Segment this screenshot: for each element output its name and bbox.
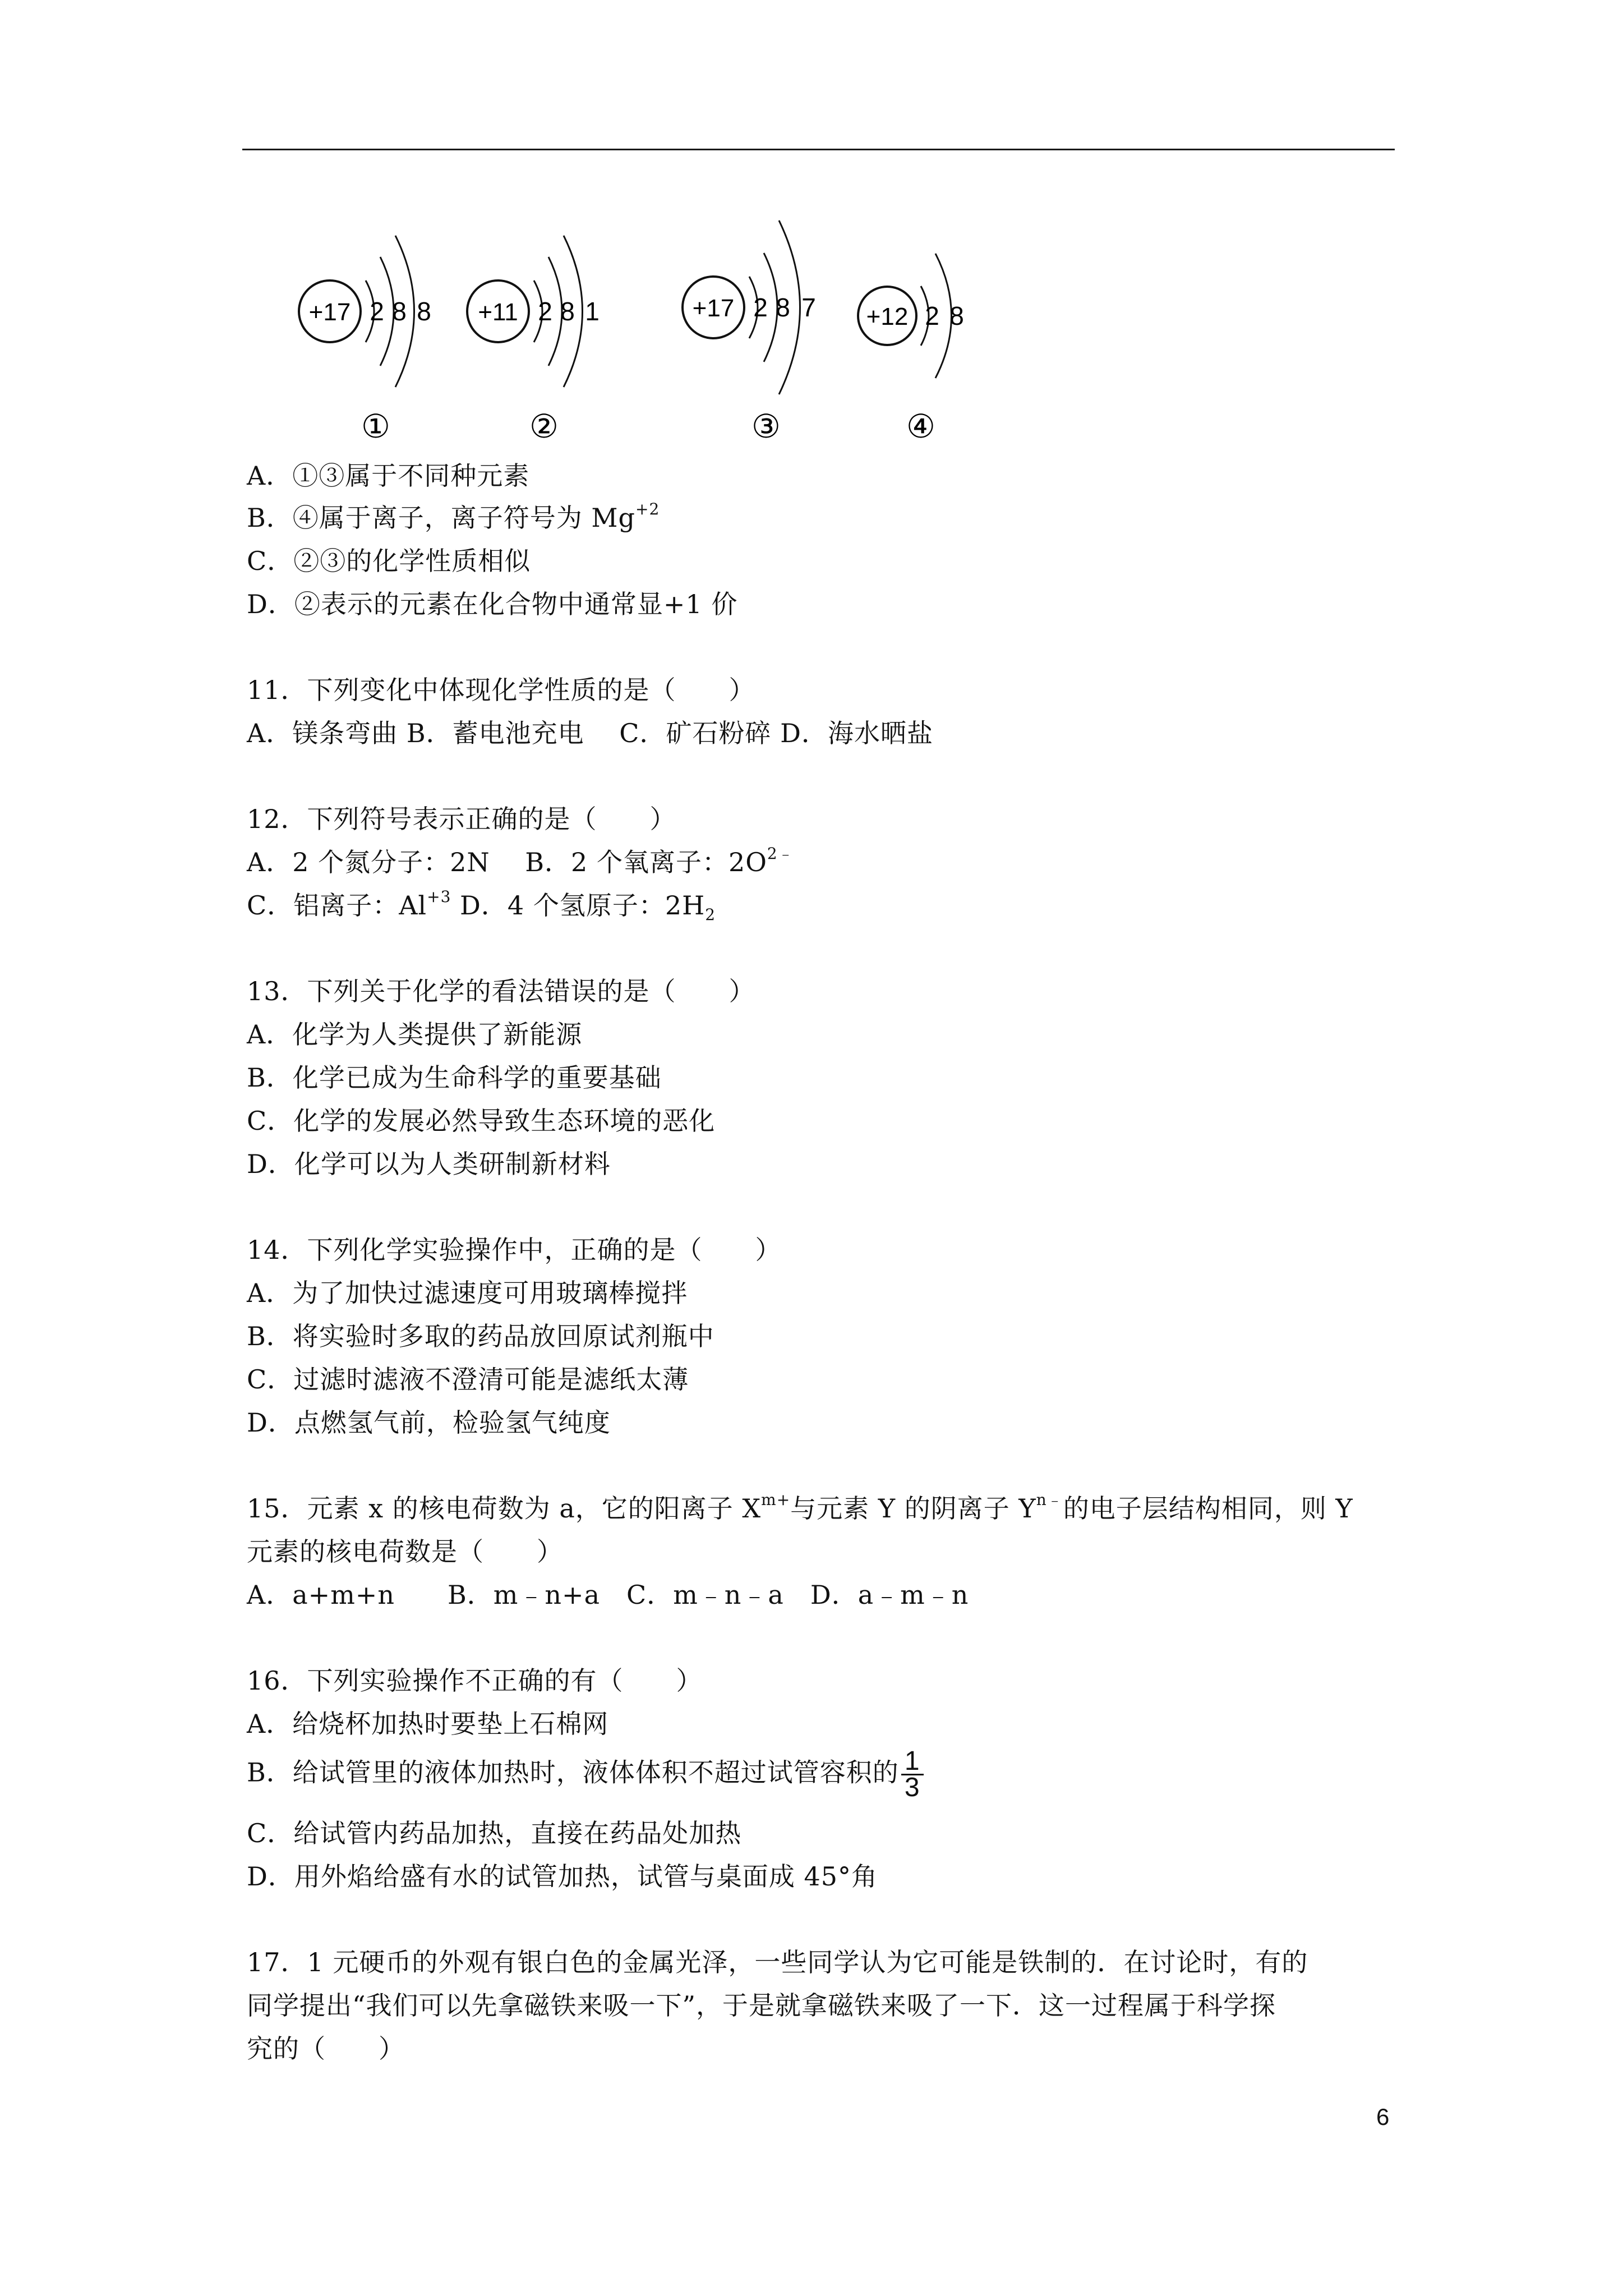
nucleus-charge: +17 bbox=[308, 298, 351, 326]
q10-option-c: C．②③的化学性质相似 bbox=[247, 546, 531, 576]
shell-electrons-3: 7 bbox=[801, 293, 816, 322]
atom-label: ③ bbox=[751, 407, 781, 445]
q13-option-a: A．化学为人类提供了新能源 bbox=[247, 1019, 583, 1050]
q15-stem-line2: 元素的核电荷数是（ ） bbox=[247, 1536, 563, 1567]
q16-option-a: A．给烧杯加热时要垫上石棉网 bbox=[247, 1709, 609, 1739]
shell-electrons-2: 8 bbox=[392, 297, 407, 326]
atom-diagram-3 bbox=[680, 213, 859, 449]
q12-options-ab: A．2 个氮分子：2N B．2 个氧离子：$2O^{2﹣}$ bbox=[247, 844, 794, 877]
q15-stem-line1: 15．元素 x 的核电荷数为 a，它的阳离子 $X^{m+}$与元素 Y 的阴离子 $Y^{n﹣}$的电子层结构相同，则 Y bbox=[247, 1490, 1353, 1524]
atom-label: ④ bbox=[906, 407, 935, 445]
shell-electrons-1: 2 bbox=[370, 297, 384, 326]
nucleus-charge: +12 bbox=[866, 303, 909, 330]
q14-option-b: B．将实验时多取的药品放回原试剂瓶中 bbox=[247, 1321, 714, 1351]
shell-electrons-1: 2 bbox=[925, 301, 939, 330]
shell-electrons-2: 8 bbox=[949, 301, 964, 330]
q13-option-d: D．化学可以为人类研制新材料 bbox=[247, 1149, 611, 1179]
atom-label: ② bbox=[529, 407, 559, 445]
atomic-structure-diagram bbox=[280, 213, 1009, 449]
nucleus-charge: +11 bbox=[478, 298, 518, 326]
q17-stem-line2: 同学提出“我们可以先拿磁铁来吸一下”，于是就拿磁铁来吸了一下．这一过程属于科学探 bbox=[247, 1990, 1276, 2021]
q10-option-a: A．①③属于不同种元素 bbox=[247, 461, 530, 491]
shell-electrons-1: 2 bbox=[538, 297, 552, 326]
q16-option-b: B．给试管里的液体加热时，液体体积不超过试管容积的 $\frac{1}{3}$ bbox=[247, 1749, 924, 1800]
q17-stem-line3: 究的（ ） bbox=[247, 2033, 405, 2064]
nucleus-charge: +17 bbox=[692, 295, 735, 322]
q11-options: A．镁条弯曲 B．蓄电池充电 C．矿石粉碎 D．海水晒盐 bbox=[247, 718, 933, 748]
q13-option-b: B．化学已成为生命科学的重要基础 bbox=[247, 1062, 662, 1093]
page-number: 6 bbox=[1376, 2104, 1390, 2130]
atom-diagram-4 bbox=[852, 213, 1021, 449]
fraction-one-third: $\frac{1}{3}$ bbox=[901, 1749, 924, 1800]
q16-stem: 16．下列实验操作不正确的有（ ） bbox=[247, 1665, 703, 1696]
q14-option-d: D．点燃氢气前，检验氢气纯度 bbox=[247, 1407, 611, 1438]
q17-stem-line1: 17．1 元硬币的外观有银白色的金属光泽，一些同学认为它可能是铁制的．在讨论时，有的 bbox=[247, 1947, 1308, 1977]
q12-options-cd: C．铝离子：$Al^{+3}$ D．4 个氢原子：$2H_2$ bbox=[247, 887, 716, 924]
q11-stem: 11．下列变化中体现化学性质的是（ ） bbox=[247, 675, 755, 705]
q10-option-b: B．④属于离子，离子符号为 $Mg^{+2}$ bbox=[247, 500, 660, 533]
q14-option-c: C．过滤时滤液不澄清可能是滤纸太薄 bbox=[247, 1364, 689, 1395]
q14-stem: 14．下列化学实验操作中，正确的是（ ） bbox=[247, 1235, 782, 1265]
atom-diagram-1 bbox=[280, 213, 460, 449]
q16-option-d: D．用外焰给盛有水的试管加热，试管与桌面成 45°角 bbox=[247, 1861, 878, 1892]
shell-electrons-3: 1 bbox=[585, 297, 600, 326]
q12-stem: 12．下列符号表示正确的是（ ） bbox=[247, 804, 676, 834]
q15-options: A．a+m+n B．m﹣n+a C．m﹣n﹣a D．a﹣m﹣n bbox=[247, 1580, 969, 1610]
shell-electrons-3: 8 bbox=[417, 297, 431, 326]
q16-option-c: C．给试管内药品加热，直接在药品处加热 bbox=[247, 1818, 742, 1848]
shell-electrons-2: 8 bbox=[560, 297, 575, 326]
shell-electrons-2: 8 bbox=[776, 293, 790, 322]
atom-diagram-2 bbox=[449, 213, 628, 449]
q10-option-d: D．②表示的元素在化合物中通常显+1 价 bbox=[247, 589, 738, 619]
q14-option-a: A．为了加快过滤速度可用玻璃棒搅拌 bbox=[247, 1278, 688, 1308]
shell-electrons-1: 2 bbox=[753, 293, 768, 322]
atom-label: ① bbox=[361, 407, 390, 445]
q13-option-c: C．化学的发展必然导致生态环境的恶化 bbox=[247, 1106, 716, 1136]
header-rule bbox=[242, 149, 1395, 150]
q13-stem: 13．下列关于化学的看法错误的是（ ） bbox=[247, 976, 755, 1006]
